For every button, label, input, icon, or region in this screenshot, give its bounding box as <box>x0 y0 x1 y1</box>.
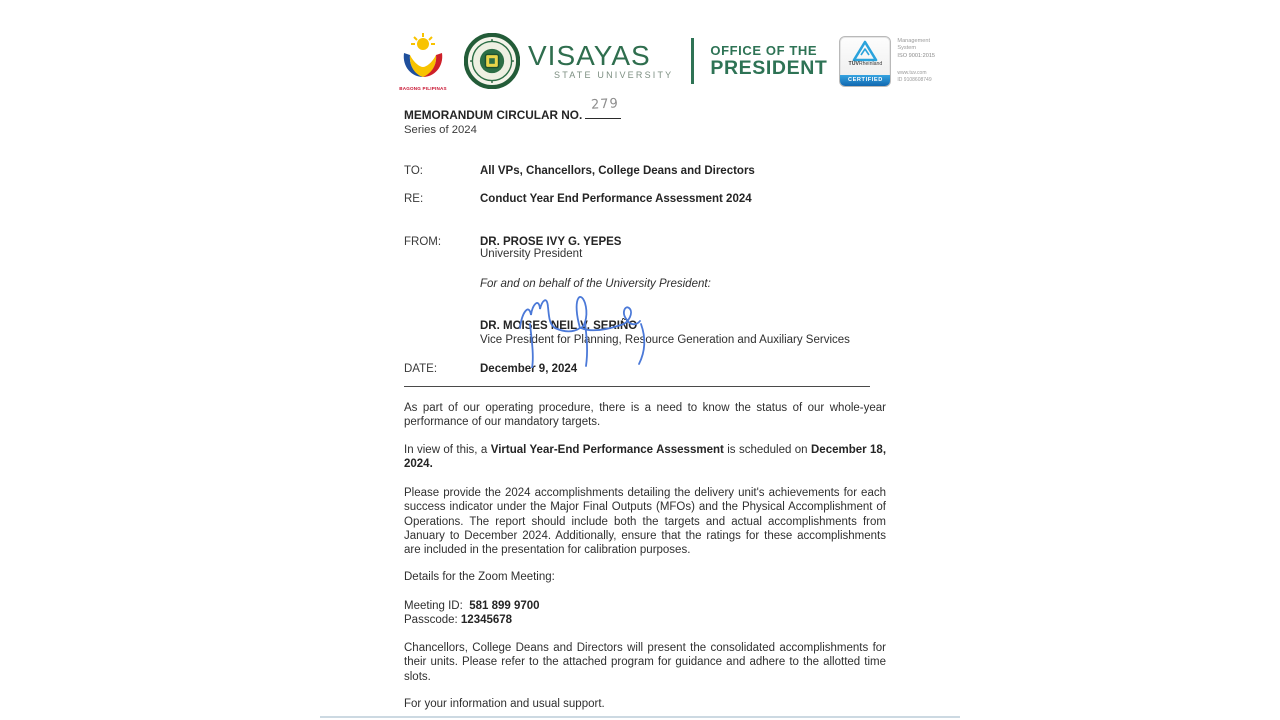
tuv-line2: System <box>897 45 917 52</box>
re-label: RE: <box>404 193 424 205</box>
memo-number-handwritten: 279 <box>590 96 620 113</box>
tuv-details <box>897 36 935 87</box>
bagong-pilipinas-icon <box>396 31 450 83</box>
paragraph-5: For your information and usual support. <box>404 698 605 710</box>
tuv-certification <box>839 36 935 87</box>
memo-series: Series of 2024 <box>404 124 477 136</box>
from-label: FROM: <box>404 236 442 248</box>
tuv-url: www.tuv.com <box>897 70 927 77</box>
p2-mid: is scheduled on <box>723 444 811 456</box>
university-seal-icon <box>464 33 520 89</box>
memo-number-blank <box>585 96 621 119</box>
passcode-value: 12345678 <box>460 614 513 627</box>
tuv-line1: Management <box>897 37 931 44</box>
zoom-heading: Details for the Zoom Meeting: <box>404 571 555 583</box>
paragraph-1: As part of our operating procedure, there is a need to know the status of our whole-year performance of our mandatory targets. <box>404 402 886 429</box>
date-label: DATE: <box>404 363 438 375</box>
office-line2: PRESIDENT <box>710 56 828 79</box>
signer-title: Vice President for Planning, Resource Generation and Auxiliary Services <box>480 334 850 346</box>
memo-title: MEMORANDUM CIRCULAR NO. <box>404 108 583 122</box>
tuv-id: ID 9108608749 <box>897 76 932 83</box>
meeting-id-value: 581 899 9700 <box>469 600 540 612</box>
page-bottom-edge <box>320 716 960 718</box>
passcode-row <box>404 613 886 627</box>
p2-pre: In view of this, a <box>404 444 491 456</box>
signature-icon <box>510 282 652 368</box>
memo-heading <box>404 96 886 136</box>
paragraph-3: Please provide the 2024 accomplishments detailing the delivery unit's achievements for each success indicator under the Major Final Outputs (MFOs) and the Physical Accomplishment of Operations. The report should include both the targets and actual accomplishments from January to December 2024. Additionally, ensure that the ratings for these accomplishments are included in the presentation for calibration purposes. <box>404 487 886 557</box>
zoom-details <box>404 599 886 628</box>
tuv-certified-label: CERTIFIED <box>840 75 890 86</box>
office-title <box>710 44 827 78</box>
field-re <box>404 193 886 205</box>
meeting-id-row <box>404 599 886 613</box>
on-behalf-text: For and on behalf of the University President: <box>480 278 711 290</box>
bagong-pilipinas-caption: BAGONG PILIPINAS <box>399 86 447 91</box>
re-value: Conduct Year End Performance Assessment 2024 <box>480 193 752 205</box>
tuv-brand-rest: Rheinland <box>858 60 883 67</box>
university-name: VISAYAS <box>528 40 651 71</box>
paragraph-2 <box>404 443 886 472</box>
passcode-label: Passcode: <box>404 614 458 627</box>
field-to <box>404 165 886 177</box>
letterhead-divider <box>691 38 694 84</box>
p2-bold1: Virtual Year-End Performance Assessment <box>490 444 724 456</box>
from-name: DR. PROSE IVY G. YEPES <box>480 236 622 248</box>
tuv-brand <box>840 61 890 67</box>
to-value: All VPs, Chancellors, College Deans and Directors <box>480 165 755 177</box>
field-from <box>404 236 886 260</box>
university-wordmark <box>528 42 673 80</box>
tuv-iso: ISO 9001:2015 <box>897 52 936 59</box>
bagong-pilipinas-logo <box>396 31 450 91</box>
university-subtitle: STATE UNIVERSITY <box>554 70 674 80</box>
to-label: TO: <box>404 165 423 177</box>
meeting-id-label: Meeting ID: <box>404 600 463 612</box>
from-title: University President <box>480 248 583 260</box>
tuv-brand-strong: TÜV <box>848 60 859 67</box>
letterhead <box>396 30 936 92</box>
p2-bold2: December 18, 2024. <box>404 444 887 471</box>
tuv-badge <box>839 36 891 87</box>
paragraph-4: Chancellors, College Deans and Directors will present the consolidated accomplishments for their units. Please refer to the attached program for guidance and adhere to the allotted time slots. <box>404 642 886 683</box>
horizontal-rule <box>404 386 870 387</box>
office-line1: OFFICE OF THE <box>710 42 818 58</box>
tuv-triangle-icon <box>852 40 878 62</box>
signer-name: DR. MOISES NEIL V. SERIÑO <box>480 320 638 332</box>
date-value: December 9, 2024 <box>480 363 578 375</box>
